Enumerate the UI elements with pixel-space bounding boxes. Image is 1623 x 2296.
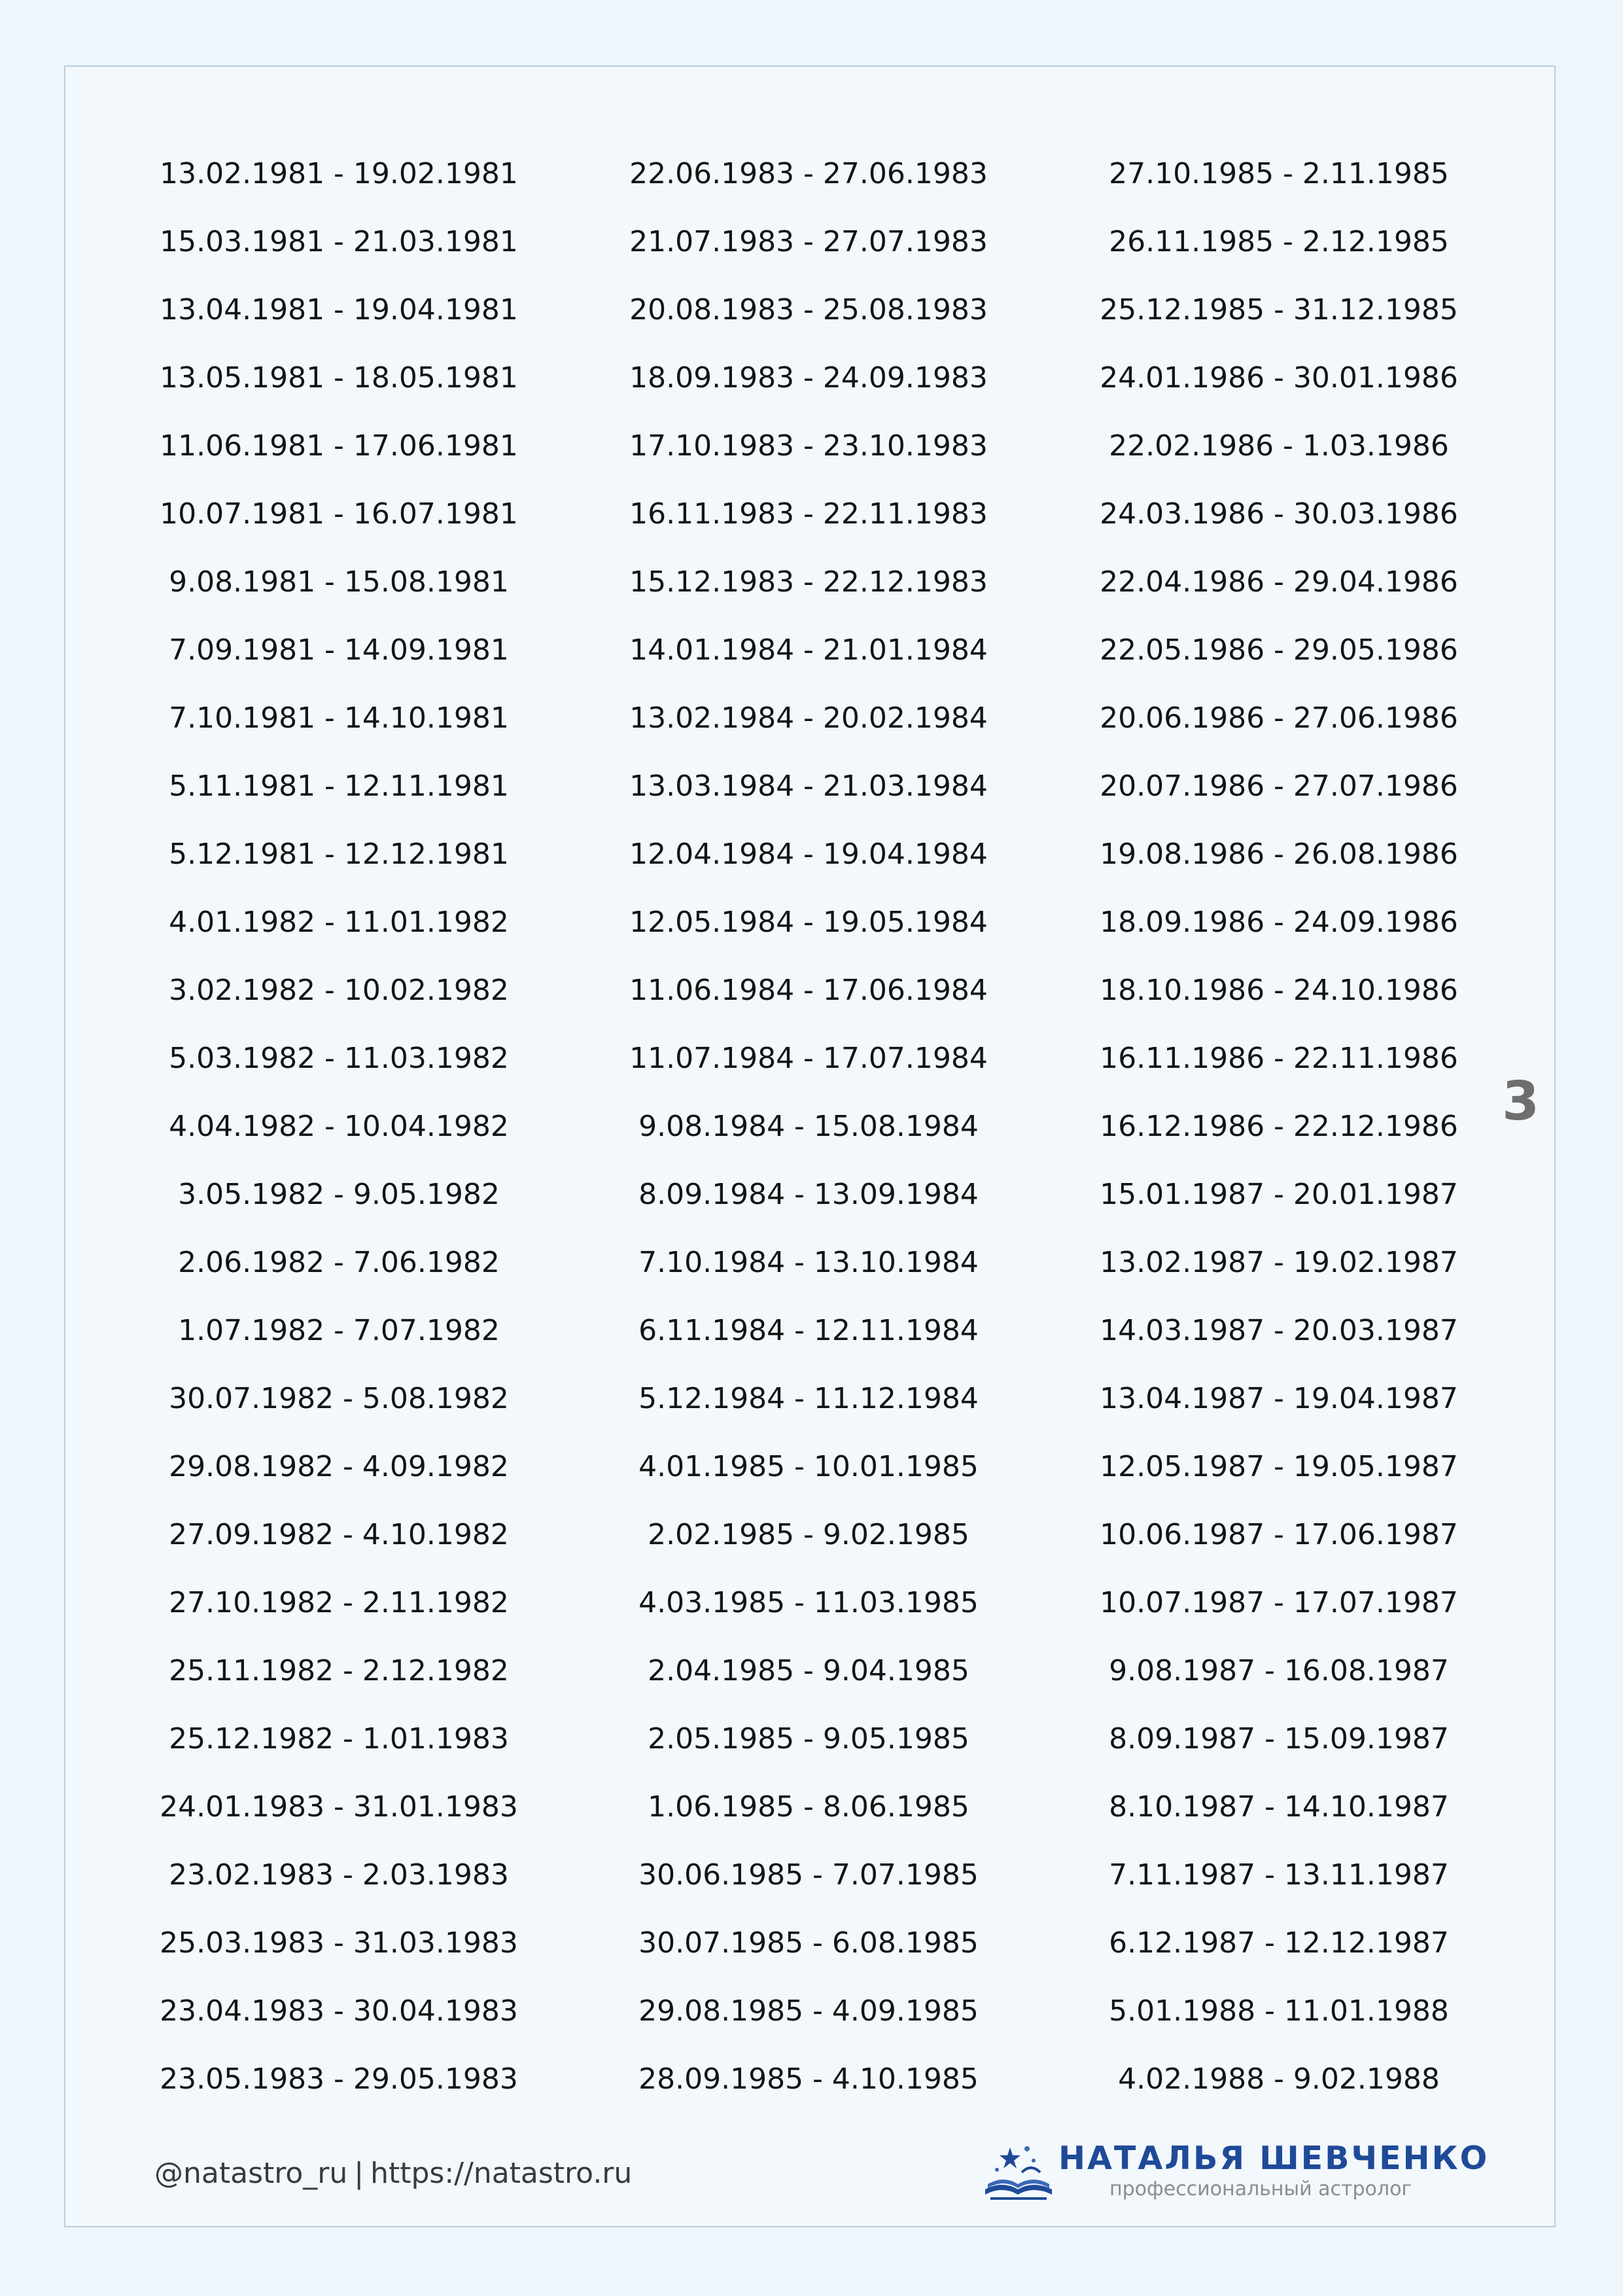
date-range-row: 4.02.1988 - 9.02.1988 [1118, 2062, 1440, 2096]
date-range-row: 13.02.1987 - 19.02.1987 [1100, 1246, 1458, 1279]
date-range-row: 5.03.1982 - 11.03.1982 [169, 1042, 509, 1075]
date-range-row: 11.06.1984 - 17.06.1984 [629, 974, 988, 1007]
date-range-row: 11.06.1981 - 17.06.1981 [160, 429, 518, 463]
date-range-row: 27.10.1985 - 2.11.1985 [1109, 157, 1449, 190]
date-range-row: 13.05.1981 - 18.05.1981 [160, 361, 518, 395]
date-range-row: 5.12.1981 - 12.12.1981 [169, 838, 509, 871]
date-range-row: 25.12.1985 - 31.12.1985 [1100, 293, 1458, 327]
date-range-row: 4.03.1985 - 11.03.1985 [638, 1586, 979, 1619]
date-range-row: 30.07.1985 - 6.08.1985 [638, 1926, 979, 1960]
date-range-row: 3.02.1982 - 10.02.1982 [169, 974, 509, 1007]
date-range-row: 18.09.1983 - 24.09.1983 [629, 361, 988, 395]
date-range-row: 10.07.1987 - 17.07.1987 [1100, 1586, 1458, 1619]
date-range-row: 15.12.1983 - 22.12.1983 [629, 565, 988, 599]
date-range-row: 29.08.1982 - 4.09.1982 [169, 1450, 509, 1483]
date-range-row: 5.12.1984 - 11.12.1984 [638, 1382, 979, 1415]
date-range-row: 3.05.1982 - 9.05.1982 [178, 1178, 500, 1211]
date-range-row: 23.02.1983 - 2.03.1983 [169, 1858, 509, 1892]
date-range-row: 2.02.1985 - 9.02.1985 [648, 1518, 969, 1551]
date-range-row: 4.04.1982 - 10.04.1982 [169, 1110, 509, 1143]
date-range-row: 7.09.1981 - 14.09.1981 [169, 633, 509, 667]
logo-subtitle: профессиональный астролог [1109, 2178, 1412, 2200]
date-range-row: 26.11.1985 - 2.12.1985 [1109, 225, 1449, 258]
date-range-row: 20.06.1986 - 27.06.1986 [1100, 701, 1458, 735]
date-range-row: 21.07.1983 - 27.07.1983 [629, 225, 988, 258]
date-range-row: 9.08.1981 - 15.08.1981 [169, 565, 509, 599]
date-range-row: 15.03.1981 - 21.03.1981 [160, 225, 518, 258]
date-range-row: 18.10.1986 - 24.10.1986 [1100, 974, 1458, 1007]
date-range-row: 27.09.1982 - 4.10.1982 [169, 1518, 509, 1551]
date-range-row: 14.01.1984 - 21.01.1984 [629, 633, 988, 667]
date-range-row: 20.08.1983 - 25.08.1983 [629, 293, 988, 327]
book-star-logo-icon [979, 2134, 1058, 2206]
date-range-row: 24.01.1986 - 30.01.1986 [1100, 361, 1458, 395]
page-number: 3 [1502, 1070, 1540, 1133]
date-range-row: 13.03.1984 - 21.03.1984 [629, 769, 988, 803]
date-range-row: 12.05.1987 - 19.05.1987 [1100, 1450, 1458, 1483]
date-range-row: 30.07.1982 - 5.08.1982 [169, 1382, 509, 1415]
brand-logo [979, 2134, 1490, 2206]
date-range-row: 22.04.1986 - 29.04.1986 [1100, 565, 1458, 599]
date-range-row: 19.08.1986 - 26.08.1986 [1100, 838, 1458, 871]
date-range-row: 30.06.1985 - 7.07.1985 [638, 1858, 979, 1892]
date-range-row: 1.06.1985 - 8.06.1985 [648, 1790, 969, 1824]
date-range-row: 22.06.1983 - 27.06.1983 [629, 157, 988, 190]
date-range-row: 25.11.1982 - 2.12.1982 [169, 1654, 509, 1687]
date-range-row: 27.10.1982 - 2.11.1982 [169, 1586, 509, 1619]
date-range-row: 13.02.1981 - 19.02.1981 [160, 157, 518, 190]
date-range-row: 22.02.1986 - 1.03.1986 [1109, 429, 1449, 463]
date-range-row: 9.08.1987 - 16.08.1987 [1109, 1654, 1449, 1687]
date-range-row: 16.11.1986 - 22.11.1986 [1100, 1042, 1458, 1075]
footer-handle[interactable]: @natastro_ru [154, 2157, 348, 2190]
date-range-row: 24.01.1983 - 31.01.1983 [160, 1790, 518, 1824]
date-range-row: 17.10.1983 - 23.10.1983 [629, 429, 988, 463]
date-range-row: 6.12.1987 - 12.12.1987 [1109, 1926, 1449, 1960]
date-range-row: 16.12.1986 - 22.12.1986 [1100, 1110, 1458, 1143]
date-range-row: 23.05.1983 - 29.05.1983 [160, 2062, 518, 2096]
date-range-row: 20.07.1986 - 27.07.1986 [1100, 769, 1458, 803]
date-range-row: 4.01.1982 - 11.01.1982 [169, 906, 509, 939]
date-range-row: 25.03.1983 - 31.03.1983 [160, 1926, 518, 1960]
date-range-row: 2.04.1985 - 9.04.1985 [648, 1654, 969, 1687]
date-range-row: 13.04.1987 - 19.04.1987 [1100, 1382, 1458, 1415]
date-range-row: 25.12.1982 - 1.01.1983 [169, 1722, 509, 1756]
date-range-row: 8.09.1987 - 15.09.1987 [1109, 1722, 1449, 1756]
date-range-row: 16.11.1983 - 22.11.1983 [629, 497, 988, 531]
date-range-row: 7.11.1987 - 13.11.1987 [1109, 1858, 1449, 1892]
date-range-row: 8.09.1984 - 13.09.1984 [638, 1178, 979, 1211]
footer-contacts [154, 2157, 632, 2190]
date-range-row: 24.03.1986 - 30.03.1986 [1100, 497, 1458, 531]
date-range-row: 13.02.1984 - 20.02.1984 [629, 701, 988, 735]
footer-separator: | [354, 2157, 364, 2190]
date-range-row: 7.10.1984 - 13.10.1984 [638, 1246, 979, 1279]
date-range-row: 12.04.1984 - 19.04.1984 [629, 838, 988, 871]
date-range-row: 1.07.1982 - 7.07.1982 [178, 1314, 500, 1347]
date-range-row: 11.07.1984 - 17.07.1984 [629, 1042, 988, 1075]
date-range-row: 8.10.1987 - 14.10.1987 [1109, 1790, 1449, 1824]
date-range-row: 13.04.1981 - 19.04.1981 [160, 293, 518, 327]
date-range-row: 18.09.1986 - 24.09.1986 [1100, 906, 1458, 939]
logo-name: НАТАЛЬЯ ШЕВЧЕНКО [1058, 2140, 1490, 2177]
date-range-row: 4.01.1985 - 10.01.1985 [638, 1450, 979, 1483]
date-range-row: 5.01.1988 - 11.01.1988 [1109, 1994, 1449, 2028]
date-range-row: 15.01.1987 - 20.01.1987 [1100, 1178, 1458, 1211]
date-range-row: 9.08.1984 - 15.08.1984 [638, 1110, 979, 1143]
date-range-row: 5.11.1981 - 12.11.1981 [169, 769, 509, 803]
date-range-row: 7.10.1981 - 14.10.1981 [169, 701, 509, 735]
date-range-row: 12.05.1984 - 19.05.1984 [629, 906, 988, 939]
date-range-row: 6.11.1984 - 12.11.1984 [638, 1314, 979, 1347]
date-range-row: 2.06.1982 - 7.06.1982 [178, 1246, 500, 1279]
date-range-row: 28.09.1985 - 4.10.1985 [638, 2062, 979, 2096]
date-range-row: 14.03.1987 - 20.03.1987 [1100, 1314, 1458, 1347]
date-range-row: 23.04.1983 - 30.04.1983 [160, 1994, 518, 2028]
date-range-row: 10.07.1981 - 16.07.1981 [160, 497, 518, 531]
footer-url[interactable]: https://natastro.ru [370, 2157, 633, 2190]
date-range-row: 10.06.1987 - 17.06.1987 [1100, 1518, 1458, 1551]
date-range-row: 29.08.1985 - 4.09.1985 [638, 1994, 979, 2028]
date-range-row: 22.05.1986 - 29.05.1986 [1100, 633, 1458, 667]
date-range-row: 2.05.1985 - 9.05.1985 [648, 1722, 969, 1756]
